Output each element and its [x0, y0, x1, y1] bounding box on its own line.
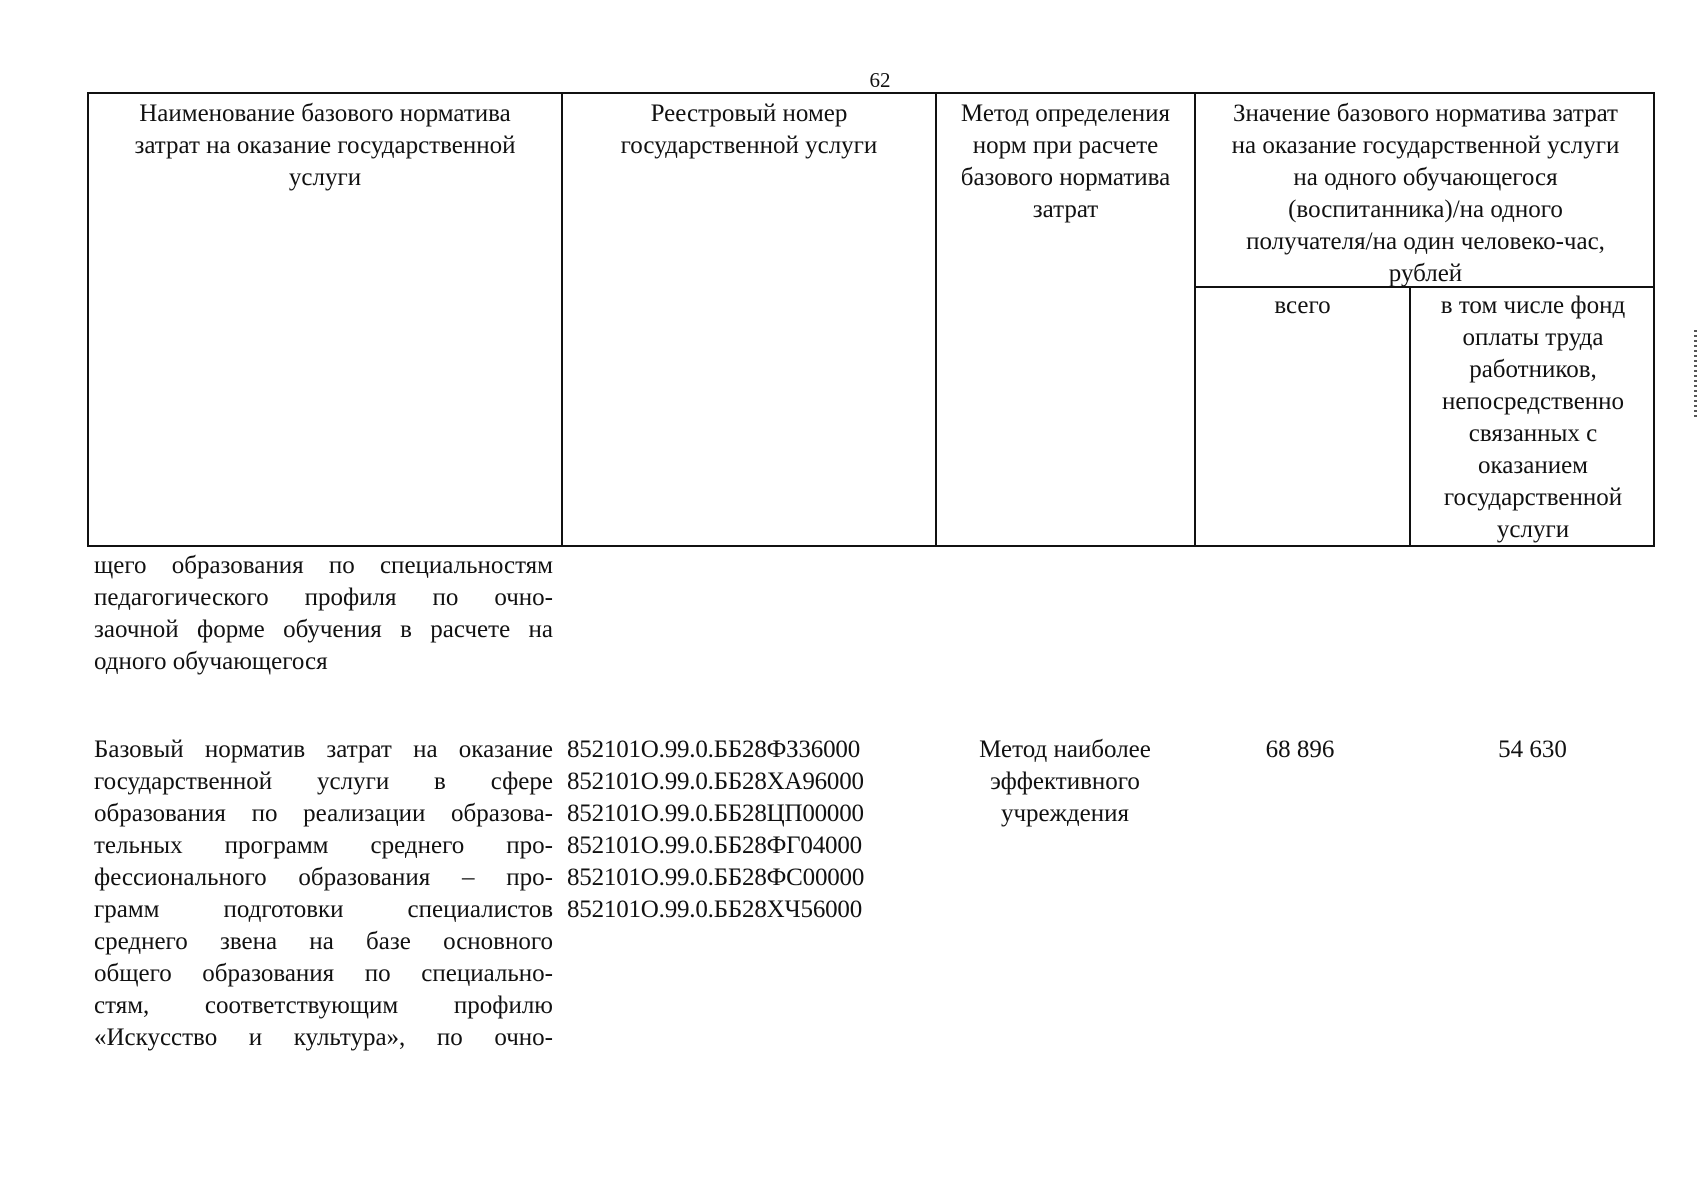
text-line: щего образования по специальностям: [94, 552, 553, 579]
text-line: педагогического профиля по очно-: [94, 584, 553, 611]
header-value: Значение базового норматива затрат на оказание государственной услуги на одного обучающегося (воспитанника)/на одного получателя/на один человеко-час, рублей: [1231, 100, 1620, 287]
text-line: государственной услуги в сфере: [94, 768, 553, 795]
registry-code: 852101О.99.0.ББ28ХЧ56000: [567, 896, 863, 923]
text-line: общего образования по специально-: [94, 960, 553, 987]
header-registry-number: Реестровый номер государственной услуги: [620, 100, 878, 159]
text-line: заочной форме обучения в расчете на: [94, 616, 553, 643]
registry-codes: [567, 734, 937, 926]
page-number: 62: [869, 68, 891, 92]
registry-code: 852101О.99.0.ББ28ЦП00000: [567, 800, 864, 827]
registry-code: 852101О.99.0.ББ28ХА96000: [567, 768, 864, 795]
text-line: одного обучающегося: [94, 648, 328, 675]
header-name: Наименование базового норматива затрат на оказание государственной услуги: [134, 100, 516, 191]
header-method: Метод определения норм при расчете базового норматива затрат: [960, 100, 1171, 223]
registry-code: 852101О.99.0.ББ28ФС00000: [567, 864, 865, 891]
text-line: тельных программ среднего про-: [94, 832, 553, 859]
total-value: 68 896: [1265, 736, 1335, 763]
registry-code: 852101О.99.0.ББ28ФЗ36000: [567, 736, 860, 763]
table-header: [87, 92, 1655, 547]
continuation-text: [94, 550, 553, 678]
text-line: «Искусство и культура», по очно-: [94, 1024, 553, 1051]
text-line: фессионального образования – про-: [94, 864, 553, 891]
method-value: Метод наиболее эффективного учреждения: [979, 736, 1151, 827]
text-line: Базовый норматив затрат на оказание: [94, 736, 553, 763]
text-line: образования по реализации образова-: [94, 800, 553, 827]
header-total: всего: [1274, 292, 1331, 319]
text-line: среднего звена на базе основного: [94, 928, 553, 955]
text-line: грамм подготовки специалистов: [94, 896, 553, 923]
header-wage-fund: в том числе фонд оплаты труда работников, непосредственно связанных с оказанием государственной услуги: [1440, 292, 1626, 543]
norm-name: [94, 734, 553, 1054]
text-line: стям, соответствующим профилю: [94, 992, 553, 1019]
wage-fund-value: 54 630: [1498, 736, 1567, 763]
registry-code: 852101О.99.0.ББ28ФГ04000: [567, 832, 862, 859]
